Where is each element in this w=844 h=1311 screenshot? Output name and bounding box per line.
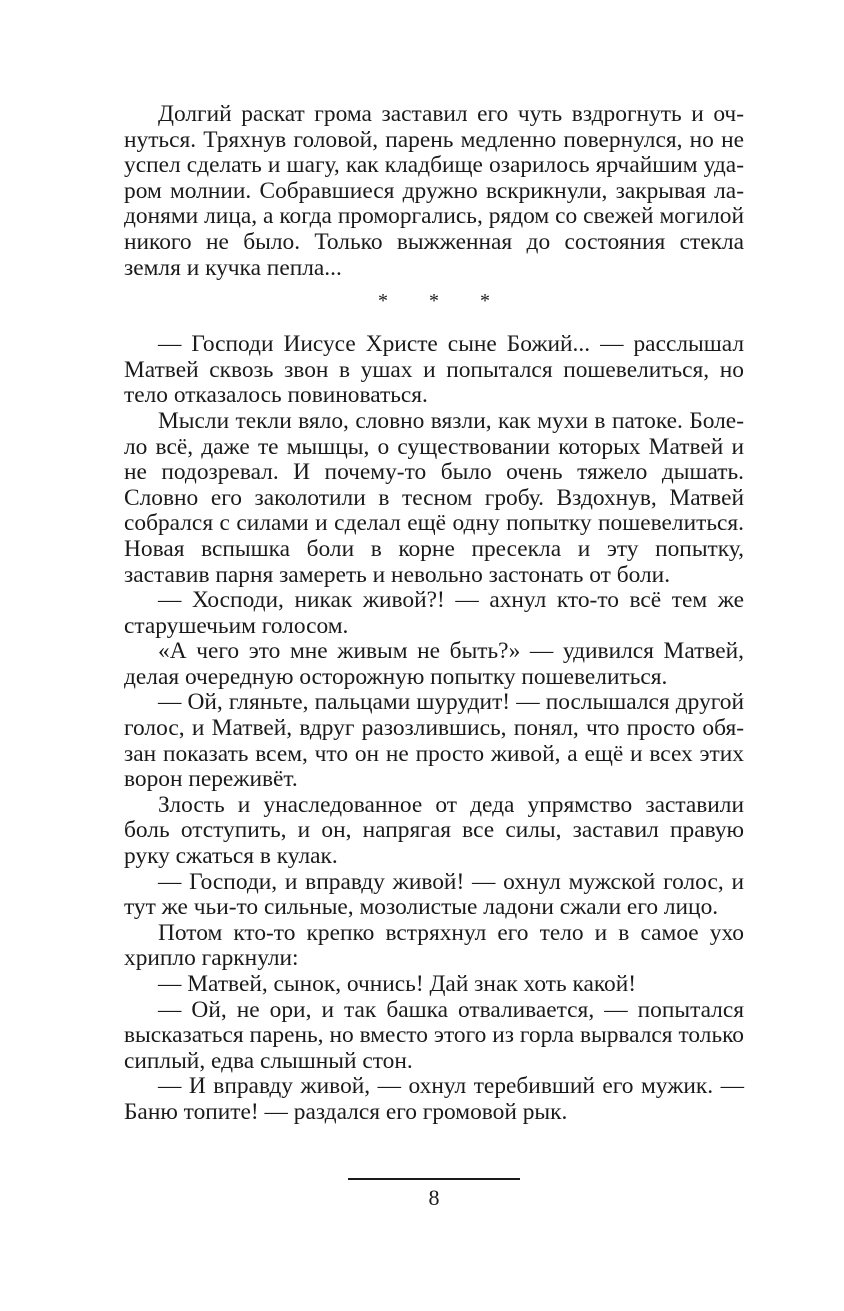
paragraph-bathhouse: — И вправду живой, — охнул теребивший его мужик. — Баню топите! — раздался его громовой рык. <box>124 1073 744 1125</box>
paragraph-male-voice: — Господи, и вправду живой! — охнул мужской голос, и тут же чьи-то сильные, мозолистые ладони сжали его лицо. <box>124 868 744 921</box>
paragraph-thoughts: Мысли текли вяло, словно вязли, как мухи в патоке. Болело всё, даже те мышцы, о существовании которых Матвей и не подозревал. И почему-то было очень тяжело дышать. Словно его заколотили в тесном гробу. Вздохнув, Матвей собрался с силами и сделал ещё одну попытку пошевелиться. Новая вспышка боли в корне пресекла и эту попытку, заставив парня замереть и невольно застонать от боли. <box>124 407 744 588</box>
paragraph-thunder: Долгий раскат грома заставил его чуть вздрогнуть и очнуться. Тряхнув головой, парень медленно повернулся, но не успел сделать и шагу, как кладбище озарилось ярчайшим ударом молнии. Собравшиеся дружно вскрикнули, закрывая ладонями лица, а когда проморгались, рядом со свежей могилой никого не было. Только выжженная до состояния стекла земля и кучка пепла... <box>124 101 744 281</box>
footer-rule <box>348 1178 520 1180</box>
paragraph-dont-shout: — Ой, не ори, и так башка отваливается, — попытался высказаться парень, но вместо этого из горла вырвался только сиплый, едва слышный стон. <box>124 996 744 1074</box>
paragraph-prayer: — Господи Иисусе Христе сыне Божий... — расслышал Матвей сквозь звон в ушах и попытался пошевелиться, но тело отказалось повиноваться. <box>124 331 744 409</box>
page-number: 8 <box>428 1185 440 1210</box>
paragraph-son-wake: — Матвей, сынок, очнись! Дай знак хоть какой! <box>158 971 637 997</box>
paragraph-shake: Потом кто-то крепко встряхнул его тело и в самое ухо хрипло гаркнули: <box>124 919 744 972</box>
page-body <box>124 102 744 1126</box>
paragraph-old-woman: — Хосподи, никак живой?! — ахнул кто-то всё тем же старушечьим голосом. <box>124 587 744 639</box>
paragraph-fingers: — Ой, гляньте, пальцами шурудит! — послышался другой голос, и Матвей, вдруг разозлившись, понял, что просто обязан показать всем, что он не просто живой, а ещё и всех этих ворон переживёт. <box>124 689 744 793</box>
paragraph-matvey-surprised: «А чего это мне живым не быть?» — удивился Матвей, делая очередную осторожную попытку пошевелиться. <box>124 638 744 690</box>
section-separator: * * * <box>378 290 508 313</box>
paragraph-anger: Злость и унаследованное от деда упрямство заставили боль отступить, и он, напрягая все силы, заставил правую руку сжаться в кулак. <box>124 791 744 870</box>
